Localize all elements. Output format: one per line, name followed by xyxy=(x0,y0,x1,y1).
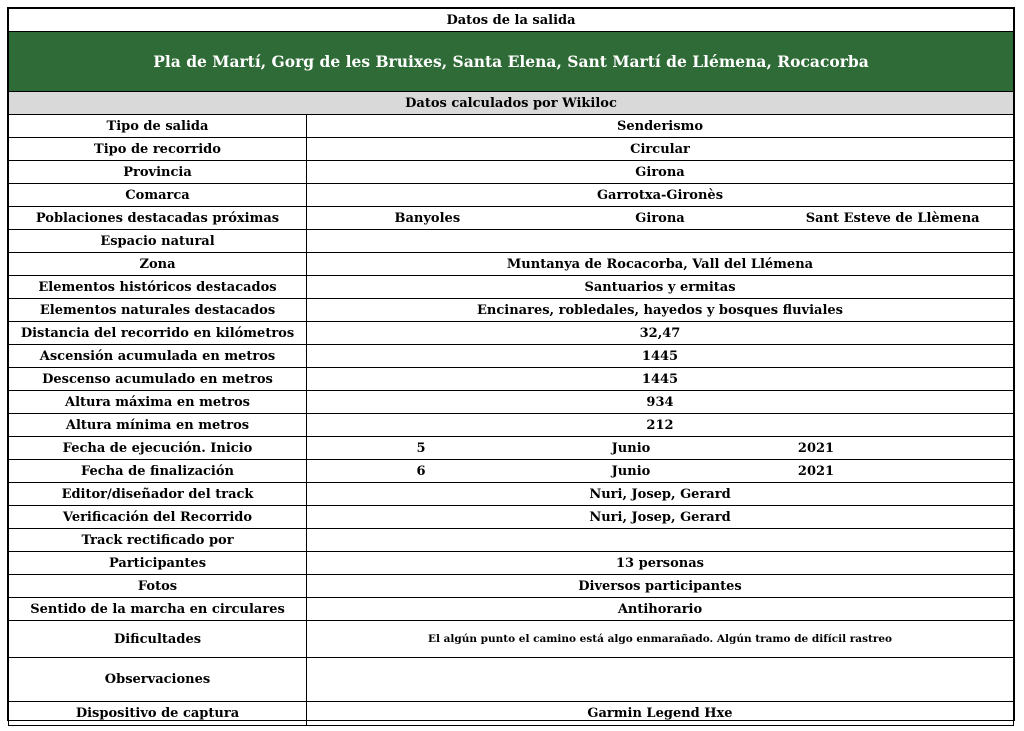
section-row xyxy=(9,92,1014,115)
row-value: Encinares, robledales, hayedos y bosques fluviales xyxy=(307,299,1014,322)
row-value: Girona xyxy=(307,161,1014,184)
row-provincia xyxy=(9,161,1014,184)
row-value xyxy=(307,230,1014,253)
row-label: Tipo de salida xyxy=(9,115,307,138)
row-label: Observaciones xyxy=(9,658,307,702)
row-label: Descenso acumulado en metros xyxy=(9,368,307,391)
row-value: Santuarios y ermitas xyxy=(307,276,1014,299)
row-comarca xyxy=(9,184,1014,207)
date-day: 5 xyxy=(416,440,426,456)
route-data-sheet xyxy=(7,7,1015,721)
date-inicio xyxy=(311,441,1009,456)
row-descenso xyxy=(9,368,1014,391)
row-value xyxy=(307,207,1014,230)
date-day: 6 xyxy=(416,463,426,479)
poblacion-item: Girona xyxy=(635,210,685,226)
row-value xyxy=(307,460,1014,483)
row-altura-min xyxy=(9,414,1014,437)
row-label: Editor/diseñador del track xyxy=(9,483,307,506)
row-label: Fotos xyxy=(9,575,307,598)
row-label: Comarca xyxy=(9,184,307,207)
route-name: Pla de Martí, Gorg de les Bruixes, Santa Elena, Sant Martí de Llémena, Rocacorba xyxy=(9,32,1014,92)
row-espacio-natural xyxy=(9,230,1014,253)
row-value: Garmin Legend Hxe xyxy=(307,702,1014,726)
row-value: 13 personas xyxy=(307,552,1014,575)
row-value: Nuri, Josep, Gerard xyxy=(307,506,1014,529)
row-label: Provincia xyxy=(9,161,307,184)
title-row xyxy=(9,9,1014,32)
date-fin xyxy=(311,464,1009,479)
row-value: 1445 xyxy=(307,368,1014,391)
row-label: Participantes xyxy=(9,552,307,575)
row-value: 934 xyxy=(307,391,1014,414)
row-value: 32,47 xyxy=(307,322,1014,345)
row-value: Diversos participantes xyxy=(307,575,1014,598)
row-value: Senderismo xyxy=(307,115,1014,138)
row-label: Zona xyxy=(9,253,307,276)
date-month: Junio xyxy=(611,463,651,479)
route-name-row xyxy=(9,32,1014,92)
row-poblaciones xyxy=(9,207,1014,230)
row-distancia xyxy=(9,322,1014,345)
route-data-table xyxy=(8,8,1014,726)
row-label: Elementos históricos destacados xyxy=(9,276,307,299)
row-label: Verificación del Recorrido xyxy=(9,506,307,529)
row-value: El algún punto el camino está algo enmarañado. Algún tramo de difícil rastreo xyxy=(307,621,1014,658)
row-value xyxy=(307,529,1014,552)
row-value: Circular xyxy=(307,138,1014,161)
row-value: Nuri, Josep, Gerard xyxy=(307,483,1014,506)
row-dificultades xyxy=(9,621,1014,658)
section-header: Datos calculados por Wikiloc xyxy=(9,92,1014,115)
row-altura-max xyxy=(9,391,1014,414)
row-label: Altura máxima en metros xyxy=(9,391,307,414)
row-label: Espacio natural xyxy=(9,230,307,253)
row-value: Muntanya de Rocacorba, Vall del Llémena xyxy=(307,253,1014,276)
row-sentido xyxy=(9,598,1014,621)
row-label: Elementos naturales destacados xyxy=(9,299,307,322)
row-zona xyxy=(9,253,1014,276)
row-observaciones xyxy=(9,658,1014,702)
poblacion-item: Banyoles xyxy=(394,210,461,226)
row-dispositivo xyxy=(9,702,1014,726)
row-value: 1445 xyxy=(307,345,1014,368)
row-label: Altura mínima en metros xyxy=(9,414,307,437)
row-label: Fecha de finalización xyxy=(9,460,307,483)
row-value xyxy=(307,437,1014,460)
row-label: Dispositivo de captura xyxy=(9,702,307,726)
row-participantes xyxy=(9,552,1014,575)
date-year: 2021 xyxy=(797,440,835,456)
row-label: Dificultades xyxy=(9,621,307,658)
row-ascension xyxy=(9,345,1014,368)
row-label: Poblaciones destacadas próximas xyxy=(9,207,307,230)
poblacion-item: Sant Esteve de Llèmena xyxy=(805,210,980,226)
date-year: 2021 xyxy=(797,463,835,479)
row-label: Ascensión acumulada en metros xyxy=(9,345,307,368)
poblaciones-list xyxy=(311,211,1009,226)
row-historicos xyxy=(9,276,1014,299)
row-value: 212 xyxy=(307,414,1014,437)
row-fotos xyxy=(9,575,1014,598)
row-tipo-salida xyxy=(9,115,1014,138)
row-rectificado xyxy=(9,529,1014,552)
row-value xyxy=(307,658,1014,702)
row-label: Tipo de recorrido xyxy=(9,138,307,161)
sheet-title: Datos de la salida xyxy=(9,9,1014,32)
row-label: Fecha de ejecución. Inicio xyxy=(9,437,307,460)
row-label: Distancia del recorrido en kilómetros xyxy=(9,322,307,345)
row-label: Track rectificado por xyxy=(9,529,307,552)
row-value: Antihorario xyxy=(307,598,1014,621)
row-editor xyxy=(9,483,1014,506)
row-fecha-fin xyxy=(9,460,1014,483)
row-label: Sentido de la marcha en circulares xyxy=(9,598,307,621)
date-month: Junio xyxy=(611,440,651,456)
row-fecha-inicio xyxy=(9,437,1014,460)
row-value: Garrotxa-Gironès xyxy=(307,184,1014,207)
row-verificacion xyxy=(9,506,1014,529)
row-naturales xyxy=(9,299,1014,322)
row-tipo-recorrido xyxy=(9,138,1014,161)
